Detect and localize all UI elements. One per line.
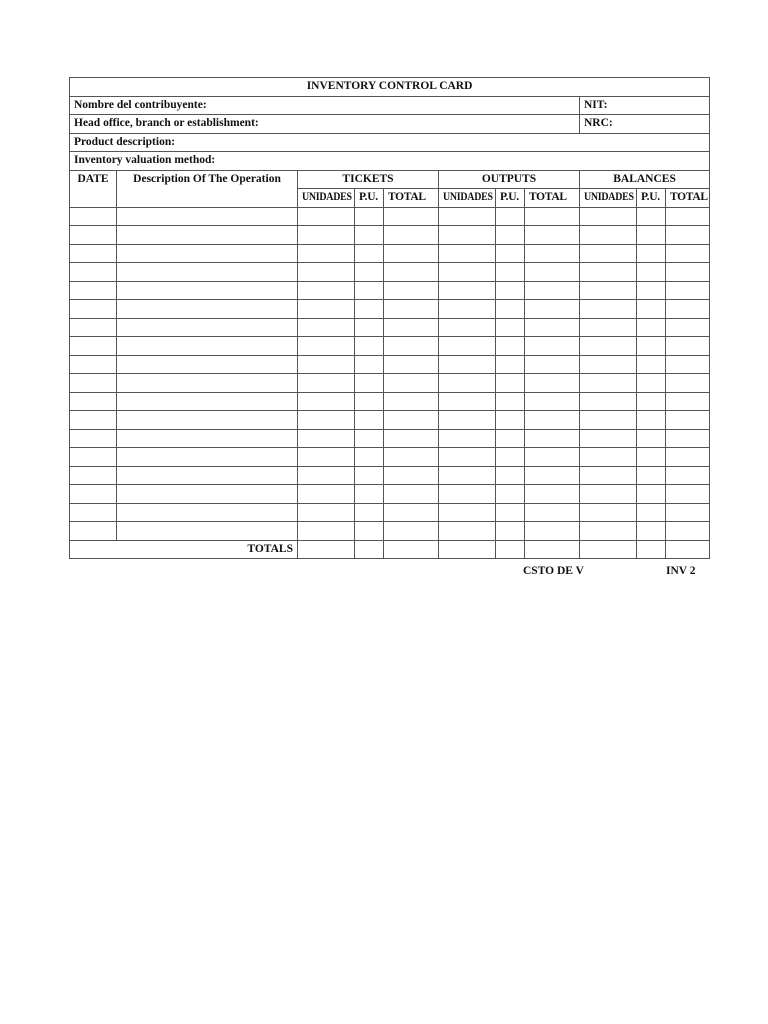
- entry-cell[interactable]: [666, 503, 710, 522]
- entry-cell[interactable]: [355, 318, 384, 337]
- entry-cell[interactable]: [70, 355, 117, 374]
- entry-cell[interactable]: [496, 300, 525, 319]
- entry-cell[interactable]: [70, 300, 117, 319]
- entry-cell[interactable]: [525, 411, 580, 430]
- totals-row: [70, 540, 710, 559]
- entry-cell[interactable]: [525, 503, 580, 522]
- entry-cell[interactable]: [117, 337, 298, 356]
- entry-cell[interactable]: [384, 263, 439, 282]
- entry-cell[interactable]: [384, 485, 439, 504]
- entry-cell[interactable]: [525, 337, 580, 356]
- entry-cell[interactable]: [355, 466, 384, 485]
- entry-cell[interactable]: [666, 226, 710, 245]
- entry-cell[interactable]: [525, 355, 580, 374]
- entry-cell[interactable]: [298, 281, 355, 300]
- entry-cell[interactable]: [384, 318, 439, 337]
- entry-cell[interactable]: [439, 207, 496, 226]
- entry-cell[interactable]: [439, 300, 496, 319]
- entry-cell[interactable]: [637, 300, 666, 319]
- product-label: Product description:: [70, 133, 710, 152]
- entry-cell[interactable]: [439, 263, 496, 282]
- totals-cell[interactable]: [637, 540, 666, 559]
- title-row: [70, 78, 710, 97]
- entry-cell[interactable]: [355, 300, 384, 319]
- entry-cell[interactable]: [439, 448, 496, 467]
- table-row: [70, 207, 710, 226]
- entry-cell[interactable]: [525, 300, 580, 319]
- entry-cell[interactable]: [117, 411, 298, 430]
- entry-cell[interactable]: [580, 485, 637, 504]
- entry-cell[interactable]: [117, 226, 298, 245]
- entry-cell[interactable]: [355, 355, 384, 374]
- balances-units-header: UNIDADES: [580, 189, 637, 208]
- entry-cell[interactable]: [666, 448, 710, 467]
- entry-cell[interactable]: [355, 448, 384, 467]
- entry-cell[interactable]: [496, 448, 525, 467]
- entry-cell[interactable]: [496, 466, 525, 485]
- entry-cell[interactable]: [355, 374, 384, 393]
- totals-cell[interactable]: [384, 540, 439, 559]
- entry-cell[interactable]: [384, 374, 439, 393]
- table-row: [70, 466, 710, 485]
- entry-cell[interactable]: [355, 392, 384, 411]
- entry-cell[interactable]: [355, 411, 384, 430]
- table-row: [70, 411, 710, 430]
- entry-cell[interactable]: [439, 226, 496, 245]
- entry-cell[interactable]: [580, 466, 637, 485]
- entry-cell[interactable]: [384, 466, 439, 485]
- entry-cell[interactable]: [439, 281, 496, 300]
- entry-cell[interactable]: [525, 281, 580, 300]
- entry-cell[interactable]: [384, 448, 439, 467]
- entry-cell[interactable]: [637, 226, 666, 245]
- entry-cell[interactable]: [496, 485, 525, 504]
- entry-cell[interactable]: [298, 411, 355, 430]
- entry-cell[interactable]: [439, 466, 496, 485]
- entry-cell[interactable]: [580, 522, 637, 541]
- table-row: [70, 337, 710, 356]
- entry-cell[interactable]: [117, 355, 298, 374]
- entry-cell[interactable]: [580, 318, 637, 337]
- valuation-row: [70, 152, 710, 171]
- entry-cell[interactable]: [496, 207, 525, 226]
- entry-cell[interactable]: [496, 226, 525, 245]
- entry-cell[interactable]: [384, 522, 439, 541]
- entry-cell[interactable]: [637, 281, 666, 300]
- entry-cell[interactable]: [666, 429, 710, 448]
- outputs-units-header: UNIDADES: [439, 189, 496, 208]
- balances-total-header: TOTAL: [666, 189, 710, 208]
- entry-cell[interactable]: [637, 318, 666, 337]
- description-header: Description Of The Operation: [117, 170, 298, 207]
- entry-cell[interactable]: [666, 522, 710, 541]
- table-row: [70, 318, 710, 337]
- entry-cell[interactable]: [525, 485, 580, 504]
- table-row: [70, 355, 710, 374]
- office-row: [70, 115, 710, 134]
- entry-cell[interactable]: [666, 374, 710, 393]
- entry-cell[interactable]: [117, 485, 298, 504]
- entry-cell[interactable]: [637, 466, 666, 485]
- entry-cell[interactable]: [580, 207, 637, 226]
- entry-cell[interactable]: [580, 300, 637, 319]
- entry-cell[interactable]: [70, 411, 117, 430]
- entry-cell[interactable]: [525, 226, 580, 245]
- entry-cell[interactable]: [384, 281, 439, 300]
- balances-header: BALANCES: [580, 170, 710, 189]
- entry-cell[interactable]: [384, 300, 439, 319]
- entry-cell[interactable]: [637, 374, 666, 393]
- entry-cell[interactable]: [298, 466, 355, 485]
- entry-cell[interactable]: [580, 355, 637, 374]
- entry-cell[interactable]: [384, 429, 439, 448]
- entry-cell[interactable]: [666, 392, 710, 411]
- entry-cell[interactable]: [439, 429, 496, 448]
- entry-cell[interactable]: [496, 374, 525, 393]
- entry-cell[interactable]: [496, 281, 525, 300]
- totals-cell[interactable]: [525, 540, 580, 559]
- entry-cell[interactable]: [298, 300, 355, 319]
- entry-cell[interactable]: [496, 522, 525, 541]
- entry-cell[interactable]: [439, 392, 496, 411]
- entry-cell[interactable]: [666, 207, 710, 226]
- entry-cell[interactable]: [117, 448, 298, 467]
- table-row: [70, 429, 710, 448]
- entry-cell[interactable]: [580, 226, 637, 245]
- entry-cell[interactable]: [439, 485, 496, 504]
- entry-cell[interactable]: [637, 207, 666, 226]
- entry-cell[interactable]: [384, 355, 439, 374]
- entry-rows: [70, 207, 710, 540]
- entry-cell[interactable]: [666, 263, 710, 282]
- entry-cell[interactable]: [70, 522, 117, 541]
- entry-cell[interactable]: [496, 318, 525, 337]
- entry-cell[interactable]: [439, 503, 496, 522]
- entry-cell[interactable]: [580, 448, 637, 467]
- taxpayer-row: [70, 96, 710, 115]
- entry-cell[interactable]: [117, 318, 298, 337]
- entry-cell[interactable]: [70, 244, 117, 263]
- entry-cell[interactable]: [496, 503, 525, 522]
- entry-cell[interactable]: [384, 411, 439, 430]
- tickets-total-header: TOTAL: [384, 189, 439, 208]
- entry-cell[interactable]: [298, 429, 355, 448]
- table-row: [70, 281, 710, 300]
- entry-cell[interactable]: [525, 318, 580, 337]
- entry-cell[interactable]: [525, 263, 580, 282]
- tickets-unit-price-header: P.U.: [355, 189, 384, 208]
- entry-cell[interactable]: [496, 392, 525, 411]
- entry-cell[interactable]: [637, 244, 666, 263]
- table-row: [70, 522, 710, 541]
- totals-cell[interactable]: [580, 540, 637, 559]
- entry-cell[interactable]: [298, 263, 355, 282]
- entry-cell[interactable]: [439, 411, 496, 430]
- card-title: INVENTORY CONTROL CARD: [70, 78, 710, 97]
- table-row: [70, 226, 710, 245]
- entry-cell[interactable]: [117, 466, 298, 485]
- entry-cell[interactable]: [439, 244, 496, 263]
- entry-cell[interactable]: [637, 337, 666, 356]
- entry-cell[interactable]: [580, 374, 637, 393]
- entry-cell[interactable]: [525, 374, 580, 393]
- entry-cell[interactable]: [525, 429, 580, 448]
- entry-cell[interactable]: [384, 226, 439, 245]
- product-row: [70, 133, 710, 152]
- entry-cell[interactable]: [525, 392, 580, 411]
- entry-cell[interactable]: [298, 226, 355, 245]
- entry-cell[interactable]: [355, 244, 384, 263]
- entry-cell[interactable]: [298, 448, 355, 467]
- entry-cell[interactable]: [439, 374, 496, 393]
- entry-cell[interactable]: [117, 374, 298, 393]
- entry-cell[interactable]: [117, 522, 298, 541]
- entry-cell[interactable]: [298, 503, 355, 522]
- entry-cell[interactable]: [117, 503, 298, 522]
- entry-cell[interactable]: [666, 466, 710, 485]
- inventory-control-card: [69, 77, 709, 559]
- entry-cell[interactable]: [666, 337, 710, 356]
- balances-unit-price-header: P.U.: [637, 189, 666, 208]
- entry-cell[interactable]: [496, 411, 525, 430]
- entry-cell[interactable]: [298, 207, 355, 226]
- entry-cell[interactable]: [117, 263, 298, 282]
- entry-cell[interactable]: [70, 485, 117, 504]
- entry-cell[interactable]: [384, 503, 439, 522]
- entry-cell[interactable]: [439, 318, 496, 337]
- totals-cell[interactable]: [355, 540, 384, 559]
- entry-cell[interactable]: [70, 429, 117, 448]
- entry-cell[interactable]: [580, 244, 637, 263]
- entry-cell[interactable]: [355, 263, 384, 282]
- entry-cell[interactable]: [666, 355, 710, 374]
- column-group-header-row: [70, 170, 710, 189]
- entry-cell[interactable]: [580, 392, 637, 411]
- entry-cell[interactable]: [666, 244, 710, 263]
- valuation-label: Inventory valuation method:: [70, 152, 710, 171]
- entry-cell[interactable]: [580, 281, 637, 300]
- entry-cell[interactable]: [355, 522, 384, 541]
- entry-cell[interactable]: [637, 503, 666, 522]
- entry-cell[interactable]: [117, 207, 298, 226]
- entry-cell[interactable]: [298, 337, 355, 356]
- entry-cell[interactable]: [384, 207, 439, 226]
- inventory-table: [69, 77, 710, 559]
- entry-cell[interactable]: [439, 337, 496, 356]
- entry-cell[interactable]: [666, 485, 710, 504]
- table-row: [70, 448, 710, 467]
- outputs-unit-price-header: P.U.: [496, 189, 525, 208]
- entry-cell[interactable]: [525, 522, 580, 541]
- entry-cell[interactable]: [637, 263, 666, 282]
- entry-cell[interactable]: [70, 337, 117, 356]
- totals-cell[interactable]: [439, 540, 496, 559]
- entry-cell[interactable]: [439, 355, 496, 374]
- entry-cell[interactable]: [117, 429, 298, 448]
- table-row: [70, 300, 710, 319]
- entry-cell[interactable]: [496, 429, 525, 448]
- entry-cell[interactable]: [637, 485, 666, 504]
- table-row: [70, 485, 710, 504]
- entry-cell[interactable]: [637, 429, 666, 448]
- entry-cell[interactable]: [496, 337, 525, 356]
- entry-cell[interactable]: [298, 318, 355, 337]
- entry-cell[interactable]: [70, 263, 117, 282]
- entry-cell[interactable]: [439, 522, 496, 541]
- entry-cell[interactable]: [496, 244, 525, 263]
- tickets-header: TICKETS: [298, 170, 439, 189]
- entry-cell[interactable]: [70, 503, 117, 522]
- totals-cell[interactable]: [298, 540, 355, 559]
- entry-cell[interactable]: [637, 392, 666, 411]
- entry-cell[interactable]: [525, 244, 580, 263]
- entry-cell[interactable]: [70, 207, 117, 226]
- table-row: [70, 244, 710, 263]
- entry-cell[interactable]: [298, 485, 355, 504]
- tickets-units-header: UNIDADES: [298, 189, 355, 208]
- entry-cell[interactable]: [580, 411, 637, 430]
- entry-cell[interactable]: [525, 448, 580, 467]
- entry-cell[interactable]: [117, 300, 298, 319]
- entry-cell[interactable]: [298, 355, 355, 374]
- entry-cell[interactable]: [384, 337, 439, 356]
- nrc-label: NRC:: [580, 115, 710, 134]
- entry-cell[interactable]: [580, 263, 637, 282]
- entry-cell[interactable]: [70, 226, 117, 245]
- entry-cell[interactable]: [496, 263, 525, 282]
- table-row: [70, 392, 710, 411]
- entry-cell[interactable]: [525, 207, 580, 226]
- date-header: DATE: [70, 170, 117, 207]
- entry-cell[interactable]: [580, 503, 637, 522]
- outputs-total-header: TOTAL: [525, 189, 580, 208]
- outputs-header: OUTPUTS: [439, 170, 580, 189]
- entry-cell[interactable]: [384, 244, 439, 263]
- inventory-2-label: INV 2: [666, 565, 696, 577]
- office-label: Head office, branch or establishment:: [70, 115, 580, 134]
- entry-cell[interactable]: [298, 244, 355, 263]
- entry-cell[interactable]: [580, 429, 637, 448]
- entry-cell[interactable]: [355, 429, 384, 448]
- entry-cell[interactable]: [70, 448, 117, 467]
- entry-cell[interactable]: [666, 318, 710, 337]
- entry-cell[interactable]: [117, 392, 298, 411]
- entry-cell[interactable]: [496, 355, 525, 374]
- taxpayer-label: Nombre del contribuyente:: [70, 96, 580, 115]
- table-row: [70, 263, 710, 282]
- entry-cell[interactable]: [70, 374, 117, 393]
- entry-cell[interactable]: [117, 244, 298, 263]
- table-row: [70, 503, 710, 522]
- entry-cell[interactable]: [666, 411, 710, 430]
- entry-cell[interactable]: [355, 281, 384, 300]
- entry-cell[interactable]: [580, 337, 637, 356]
- entry-cell[interactable]: [637, 411, 666, 430]
- nit-label: NIT:: [580, 96, 710, 115]
- entry-cell[interactable]: [355, 503, 384, 522]
- entry-cell[interactable]: [525, 466, 580, 485]
- totals-cell[interactable]: [666, 540, 710, 559]
- entry-cell[interactable]: [70, 392, 117, 411]
- entry-cell[interactable]: [637, 448, 666, 467]
- table-row: [70, 374, 710, 393]
- entry-cell[interactable]: [384, 392, 439, 411]
- entry-cell[interactable]: [70, 281, 117, 300]
- totals-label: TOTALS: [70, 540, 298, 559]
- entry-cell[interactable]: [298, 522, 355, 541]
- entry-cell[interactable]: [70, 318, 117, 337]
- entry-cell[interactable]: [637, 522, 666, 541]
- entry-cell[interactable]: [355, 485, 384, 504]
- entry-cell[interactable]: [637, 355, 666, 374]
- totals-cell[interactable]: [496, 540, 525, 559]
- entry-cell[interactable]: [117, 281, 298, 300]
- entry-cell[interactable]: [298, 392, 355, 411]
- entry-cell[interactable]: [298, 374, 355, 393]
- entry-cell[interactable]: [355, 226, 384, 245]
- cost-of-sales-label: CSTO DE V: [523, 565, 584, 577]
- entry-cell[interactable]: [355, 207, 384, 226]
- entry-cell[interactable]: [666, 281, 710, 300]
- entry-cell[interactable]: [70, 466, 117, 485]
- entry-cell[interactable]: [355, 337, 384, 356]
- entry-cell[interactable]: [666, 300, 710, 319]
